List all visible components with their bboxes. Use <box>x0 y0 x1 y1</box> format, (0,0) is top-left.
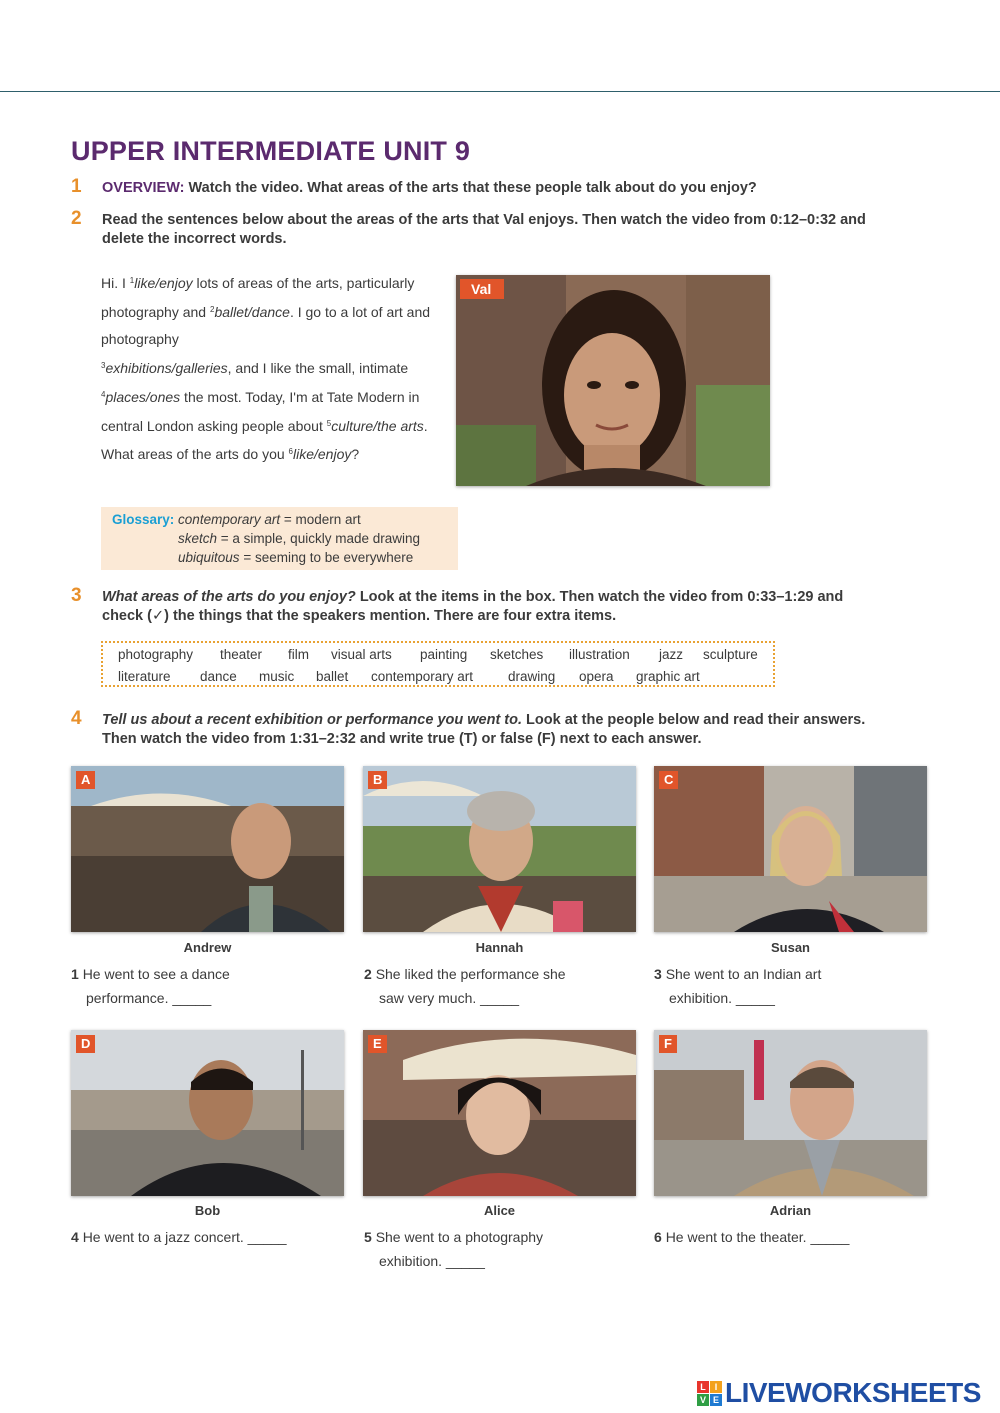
person-name: Susan <box>770 940 810 955</box>
word-box <box>101 641 775 687</box>
word-item[interactable]: dance <box>200 669 237 684</box>
question-4: 4 Tell us about a recent exhibition or performance you went to. Look at the people below and read their answers. Then watch the video from 1:31–2:32 and write true (T) or false (F) next to each answer. <box>71 708 866 747</box>
person-photo-f <box>654 1030 927 1196</box>
answer-blank[interactable]: He went to a jazz concert. _____ <box>82 1229 287 1245</box>
answer-blank[interactable]: He went to the theater. _____ <box>665 1229 850 1245</box>
answer-blank[interactable]: exhibition. _____ <box>669 990 775 1006</box>
word-item[interactable]: literature <box>118 669 171 684</box>
question-number: 4 <box>71 708 82 729</box>
word-item[interactable]: jazz <box>659 647 684 662</box>
word-item[interactable]: illustration <box>569 647 630 662</box>
photo-letter-tag: A <box>76 771 95 789</box>
page-title: UPPER INTERMEDIATE UNIT 9 <box>71 136 471 166</box>
statement-1: 1 He went to see a dance performance. _____ <box>71 966 230 1006</box>
photo-letter-tag: F <box>659 1035 677 1053</box>
question-number: 2 <box>71 208 82 229</box>
choice-3[interactable]: exhibitions/galleries <box>105 359 228 376</box>
choice-2[interactable]: ballet/dance <box>214 303 290 320</box>
statement-6: 6 He went to the theater. _____ <box>654 1229 850 1245</box>
logo-text: LIVEWORKSHEETS <box>725 1377 981 1408</box>
person-name: Bob <box>194 1203 221 1218</box>
word-item[interactable]: theater <box>220 647 263 662</box>
word-item[interactable]: sculpture <box>703 647 758 662</box>
choice-1[interactable]: like/enjoy <box>134 275 193 291</box>
photo-letter-tag: B <box>368 771 387 789</box>
word-item[interactable]: visual arts <box>331 647 392 662</box>
person-name: Adrian <box>769 1203 812 1218</box>
statement-2: 2 She liked the performance she saw very much. _____ <box>364 966 566 1006</box>
val-passage: Hi. I $^1$like/enjoy lots of areas of the arts, particularly photography and $^2$ballet/dance. I go to a lot of art and photography $^3$exhibitions/galleries, and I like the small, intimate $^4$places/ones the most. Today, I'm at Tate Modern in central London asking people about $^5$culture/the arts. What areas of the arts do you $^6$like/enjoy? <box>101 275 431 463</box>
person-name: Alice <box>483 1203 516 1218</box>
question-text-line2: delete the incorrect words. <box>102 231 287 247</box>
person-photo-e <box>363 1030 636 1196</box>
answer-blank[interactable]: performance. _____ <box>86 990 212 1006</box>
word-item[interactable]: sketches <box>490 647 544 662</box>
val-photo <box>456 275 770 486</box>
word-item[interactable]: ballet <box>316 669 349 684</box>
question-3: 3 What areas of the arts do you enjoy? Look at the items in the box. Then watch the video from 0:33–1:29 and check (✓) the things that the speakers mention. There are four extra items. <box>71 585 844 624</box>
word-item[interactable]: painting <box>420 647 468 662</box>
choice-6[interactable]: like/enjoy <box>293 446 352 463</box>
person-name: Hannah <box>475 940 524 955</box>
choice-5[interactable]: culture/the arts <box>331 417 424 434</box>
statement-4: 4 He went to a jazz concert. _____ <box>71 1229 287 1245</box>
question-text-line1: Read the sentences below about the areas of the arts that Val enjoys. Then watch the video from 0:12–0:32 and <box>102 212 866 228</box>
glossary-label: Glossary: <box>112 512 175 527</box>
answer-blank[interactable]: exhibition. _____ <box>379 1253 485 1269</box>
question-text: Watch the video. What areas of the arts that these people talk about do you enjoy? <box>184 180 757 196</box>
statement-3: 3 She went to an Indian art exhibition. _____ <box>654 966 822 1006</box>
question-number: 1 <box>71 176 82 197</box>
logo-tiles-icon: L I V E <box>697 1381 722 1406</box>
person-photo-c <box>654 766 927 932</box>
choice-4[interactable]: places/ones <box>105 388 181 405</box>
word-item[interactable]: contemporary art <box>371 669 474 684</box>
person-photo-a <box>71 766 344 932</box>
photo-letter-tag: D <box>76 1035 95 1053</box>
photo-label-tag: Val <box>460 279 504 299</box>
header-rule <box>0 91 1000 92</box>
overview-label: OVERVIEW: <box>102 180 185 196</box>
person-photo-b <box>363 766 636 932</box>
answer-blank[interactable]: saw very much. _____ <box>379 990 520 1006</box>
liveworksheets-logo[interactable] <box>697 1376 981 1410</box>
photo-letter-tag: C <box>659 771 678 789</box>
word-item[interactable]: opera <box>579 669 614 684</box>
question-number: 3 <box>71 585 82 606</box>
question-2 <box>71 208 931 249</box>
person-name: Andrew <box>183 940 232 955</box>
question-1 <box>71 176 931 198</box>
person-photo-d <box>71 1030 344 1196</box>
word-item[interactable]: drawing <box>508 669 556 684</box>
word-item[interactable]: music <box>259 669 295 684</box>
glossary-box: Glossary: contemporary art = modern art sketch = a simple, quickly made drawing ubiquitous = seeming to be everywhere <box>101 507 458 570</box>
photo-letter-tag: E <box>368 1035 387 1053</box>
word-item[interactable]: film <box>288 647 309 662</box>
word-item[interactable]: photography <box>118 647 194 662</box>
statement-5: 5 She went to a photography exhibition. _____ <box>364 1229 544 1269</box>
word-item[interactable]: graphic art <box>636 669 700 684</box>
